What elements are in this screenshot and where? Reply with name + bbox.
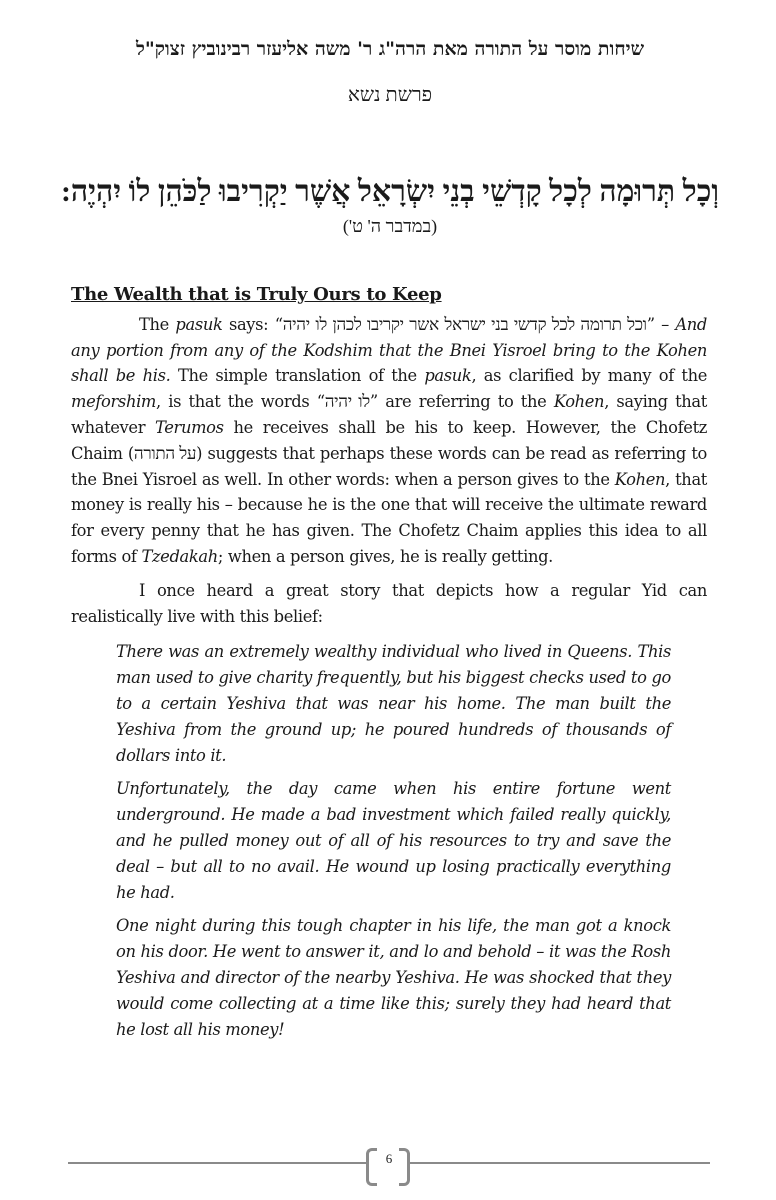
article-body xyxy=(71,282,707,1050)
footer-rule-right xyxy=(410,1162,710,1164)
parsha-name: פרשת נשא xyxy=(347,84,433,106)
text-run: ” are referring to the xyxy=(369,392,554,412)
italic-term: Kohen xyxy=(553,392,605,412)
italic-term: meforshim xyxy=(71,392,157,412)
italic-translation: And any portion from any of the Kodshim that the Bnei Yisroel bring to the Kohen shall be his. xyxy=(71,314,707,386)
page-number-left-bracket xyxy=(366,1148,377,1186)
book-title: שיחות מוסר על התורה מאת הרה"ג ר' משה אליעזר רבינוביץ זצוק"ל xyxy=(135,38,645,60)
italic-term: pasuk xyxy=(175,314,223,334)
text-run: , is that the words “ xyxy=(156,392,325,412)
text-run: ” – xyxy=(646,314,676,334)
text-run: ; when a person gives, he is really getting. xyxy=(217,546,553,566)
italic-term: Kohen xyxy=(614,469,666,489)
text-run: The xyxy=(139,314,176,334)
text-run: , as clarified by many of the xyxy=(471,366,707,386)
page-number: 6 xyxy=(385,1151,393,1166)
text-run: , saying that whatever xyxy=(71,392,707,437)
italic-term: pasuk xyxy=(424,366,472,386)
story-paragraph: One night during this tough chapter in his life, the man got a knock on his door. He went to answer it, and lo and behold – it was the Rosh Yeshiva and director of the nearby Yeshiva. He was shocked that they would come collecting at a time like this; surely they had heard that he lost all his money! xyxy=(116,916,671,1039)
verse-source: (במדבר ה' ט') xyxy=(342,216,438,236)
footer-rule-left xyxy=(68,1162,368,1164)
text-run: he receives shall be his to keep. However, the Chofetz Chaim ( xyxy=(71,417,707,463)
page-number-right-bracket xyxy=(399,1148,410,1186)
text-run: , that money is really his – because he is the one that will receive the ultimate reward for every penny that he has given. The Chofetz Chaim applies this idea to all forms of xyxy=(71,469,707,566)
hebrew-quote: על התורה xyxy=(133,443,197,463)
text-run: The simple translation of the xyxy=(170,366,425,386)
italic-term: Terumos xyxy=(154,417,224,437)
text-run: ) suggests that perhaps these words can be read as referring to the Bnei Yisroel as well. In other words: when a person gives to the xyxy=(71,443,708,489)
paragraph-1 xyxy=(71,312,707,570)
italic-term: Tzedakah xyxy=(141,546,218,566)
story-paragraph: There was an extremely wealthy individual who lived in Queens. This man used to give charity frequently, but his biggest checks used to go to a certain Yeshiva that was near his home. The man built the Yeshiva from the ground up; he poured hundreds of thousands of dollars into it. xyxy=(116,642,671,765)
verse-text: וְכָל תְּרוּמָה לְכָל קָדְשֵׁי בְנֵי יִשְׂרָאֵל אֲשֶׁר יַקְרִיבוּ לַכֹּהֵן לוֹ יִהְיֶה: xyxy=(60,175,720,208)
hebrew-quote: וכל תרומה לכל קדשי בני ישראל אשר יקריבו לכהן לו יהיה xyxy=(282,314,647,334)
story-paragraph: Unfortunately, the day came when his entire fortune went underground. He made a bad investment which failed really quickly, and he pulled money out of all of his resources to try and save the deal – but all to no avail. He wound up losing practically everything he had. xyxy=(116,779,671,902)
paragraph-2: I once heard a great story that depicts how a regular Yid can realistically live with this belief: xyxy=(71,580,707,626)
hebrew-quote: לו יהיה xyxy=(324,392,370,412)
story-blockquote xyxy=(116,639,671,1042)
text-run: says: “ xyxy=(222,314,283,334)
article-heading: The Wealth that is Truly Ours to Keep xyxy=(71,284,442,305)
